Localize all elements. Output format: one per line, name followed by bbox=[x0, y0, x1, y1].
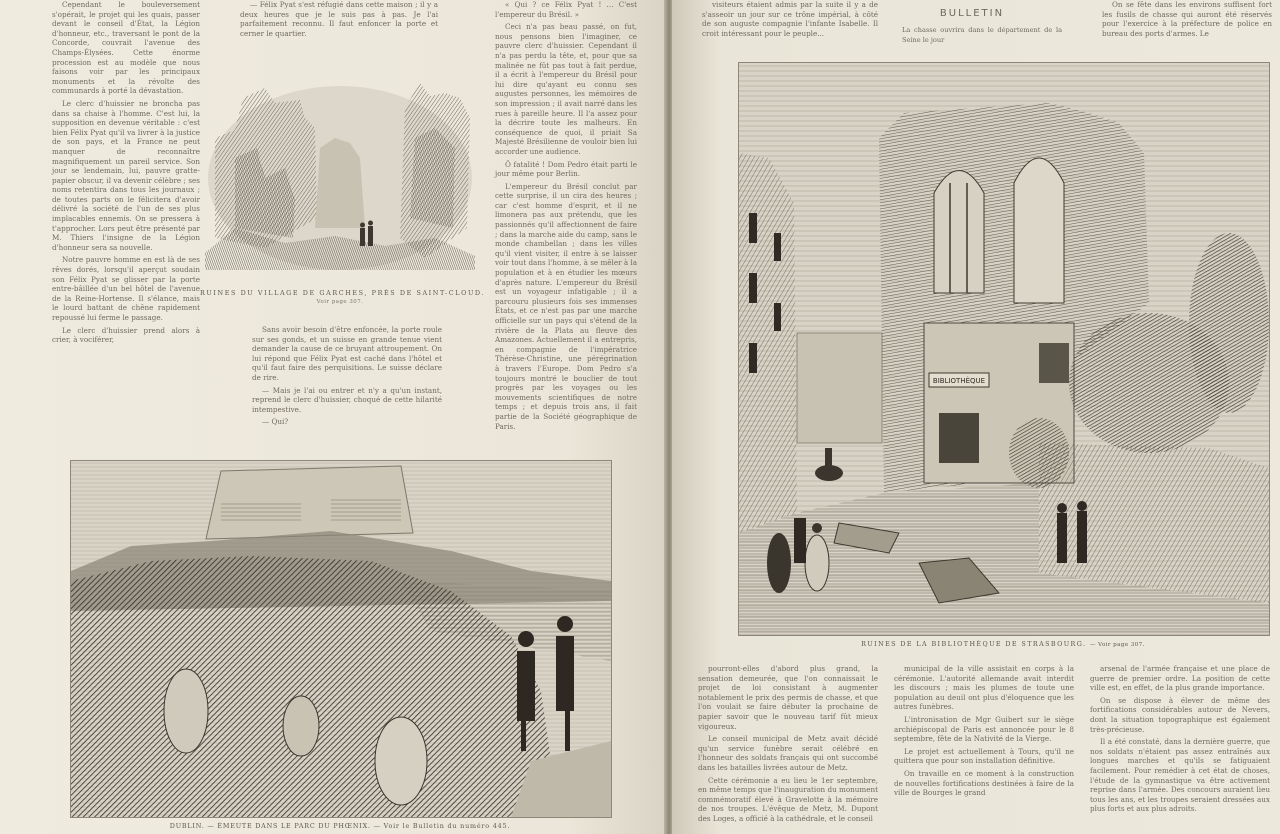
paragraph: — Qui? bbox=[262, 417, 289, 427]
paragraph: arsenal de l'armée française et une place de guerre de premier ordre. La position de cette ville est, en effet, de la plus grande importance. bbox=[1090, 664, 1270, 693]
paragraph: — Félix Pyat s'est réfugié dans cette maison ; il y a deux heures que je le suis pas à pas. Je l'ai parfaitement reconnu. Il faut enfoncer la porte et cerner le quartier. bbox=[240, 0, 438, 38]
paragraph: pourront-elles d'abord plus grand, la sensation demeurée, que l'on connaissait le projet de loi consistant à augmenter notablement le prix des permis de chasse, et que l'on voulait se faire débuter la prochaine de papier savoir que le nouveau tarif fût mieux vigoureux. bbox=[698, 664, 878, 731]
right-bottom-column-2 bbox=[894, 664, 1074, 834]
paragraph: — Mais je l'ai ou entrer et n'y a qu'un instant, reprend le clerc d'huissier, choqué de cette hilarité intempestive. bbox=[252, 385, 442, 414]
garches-caption bbox=[200, 289, 486, 305]
paragraph: Sans avoir besoin d'être enfoncée, la porte roule sur ses gonds, et un suisse en grande tenue vient demander la cause de ce bruyant attroupement. On lui répond que Félix Pyat est caché dans l'hôtel et qu'il faut faire des perquisitions. Le suisse déclare de rire. bbox=[252, 325, 442, 382]
right-top-column-3 bbox=[1102, 0, 1272, 40]
left-text-column-2 bbox=[240, 0, 438, 80]
strasbourg-library-engraving bbox=[738, 62, 1270, 636]
paragraph: Cependant le bouleversement s'opérait, le projet qui les quais, passer devant le conseil d'État, la Légion d'honneur, etc., traversant le pont de la Concorde, couvrait l'avenue des Champs-Élysées. Cette énorme procession est au modèle que nous faisons voir par les principaux monuments et la révolte des communards à porté la dévastation. bbox=[52, 0, 200, 96]
paragraph: municipal de la ville assistait en corps à la cérémonie. L'autorité allemande avait interdit les discours ; mais les plumes de toute une population au deuil ont plus d'éloquence que les autres funèbres. bbox=[894, 664, 1074, 712]
paragraph: Le clerc d'huissier prend alors à crier, à vociférer, bbox=[52, 325, 200, 345]
caption-title: DUBLIN. — ÉMEUTE DANS LE PARC DU PHŒNIX. — Voir le Bulletin du numéro 445. bbox=[169, 822, 511, 830]
paragraph: On travaille en ce moment à la construction de nouvelles fortifications destinées à faire de la ville de Bourges le grand bbox=[894, 768, 1074, 798]
caption-title: RUINES DU VILLAGE DE GARCHES, PRÈS DE SAINT-CLOUD. bbox=[200, 289, 486, 297]
paragraph: Il a été constaté, dans la dernière guerre, que nos soldats n'étaient pas assez entraînés aux longues marches et qu'ils se fatiguaient facilement. Pour remédier à cet état de choses, l'étude de la gymnastique va être activement reprise dans l'armée. Des concours auraient lieu tous les ans, et les troupes seraient dressées aux plus forts et aux plus adroits. bbox=[1090, 737, 1270, 814]
paragraph: L'intronisation de Mgr Guibert sur le siège archiépiscopal de Paris est annoncée pour le 8 septembre, fête de la Nativité de la Vierge. bbox=[894, 714, 1074, 744]
paragraph: Ceci n'a pas beau passé, on fut, nous pensons bien l'imaginer, ce pauvre clerc d'huissier. Cependant il n'a pas perdu la tête, et, pour que sa malinée ne fût pas tout à fait perdue, il a écrit à l'empereur du Brésil pour lui dire qu'ayant eu connu ses augustes personnes, les mémoires de son impression ; il avait narré dans les rues à pareille heure. Il l'a assez pour la décrire toute les malheurs. En conséquence de quoi, il priait Sa Majesté Brésilienne de vouloir bien lui accorder une audience. bbox=[495, 22, 637, 156]
paragraph: « Qui ? ce Félix Pyat ! … C'est l'empereur du Brésil. » bbox=[495, 0, 637, 19]
bulletin-title: BULLETIN bbox=[939, 8, 1005, 19]
paragraph: La chasse ouvrira dans le département de la Seine le jour bbox=[902, 26, 1062, 44]
left-text-column-3 bbox=[495, 0, 637, 431]
right-bottom-column-1 bbox=[698, 664, 878, 834]
left-text-column-2-lower bbox=[252, 325, 442, 433]
garches-ruins-engraving bbox=[205, 78, 475, 270]
right-page bbox=[672, 0, 1280, 834]
paragraph: Le conseil municipal de Metz avait décidé qu'un service funèbre serait célébré en l'honneur des soldats français qui ont succombé dans les batailles livrées autour de Metz. bbox=[698, 734, 878, 772]
caption-page-ref: Voir page 307. bbox=[316, 299, 364, 305]
paragraph: Le projet est actuellement à Tours, qu'il ne quittera que pour son installation définitive. bbox=[894, 746, 1074, 766]
paragraph: L'empereur du Brésil conclut par cette surprise, il un cira des heures ; car c'est homme d'esprit, et il ne limonera pas aux prétendu, que les passionnés qu'il affectionnent de faire ; dans la marche aide du camp, sans le monde chambellan ; dans les villes qu'il vient visiter, il entre à se laisser voir tout dans l'homme, à se mêler à la population et à en étudier les mœurs d'après nature. L'empereur du Brésil est un voyageur infatigable ; il a parcouru plusieurs fois ses immenses États, et ce n'est pas par une marche officielle sur un pays qui s'étend de la rivière de la Plata au fleuve des Amazones. Actuellement il a entrepris, en compagnie de l'impératrice Thérèse-Christine, une pérégrination à travers l'Europe. Dom Pedro s'a toujours montré le bouclier de tout progrès par les voyages ou les mouvements scientifiques de notre temps ; et depuis trois ans, il fait partie de la Société géographique de Paris. bbox=[495, 181, 637, 431]
right-top-column-2 bbox=[902, 26, 1062, 44]
dublin-riot-engraving bbox=[70, 460, 612, 818]
right-bottom-column-3 bbox=[1090, 664, 1270, 834]
strasbourg-caption bbox=[738, 640, 1268, 648]
paragraph: On se dispose à élever de même des fortifications considérables autour de Nevers, dont la situation topographique est également très-précieuse. bbox=[1090, 695, 1270, 734]
right-top-column-1 bbox=[702, 0, 878, 38]
caption-title: RUINES DE LA BIBLIOTHÈQUE DE STRASBOURG. bbox=[861, 640, 1087, 648]
caption-page-ref: — Voir page 307. bbox=[1089, 642, 1145, 648]
paragraph: Notre pauvre homme en est là de ses rêves dorés, lorsqu'il aperçut soudain son Félix Pyat se glisser par la porte entre-bâillée d'un bel hôtel de l'avenue de la Reine-Hortense. Il s'élance, mais le lourd battant de chêne rapidement repoussé lui ferme le passage. bbox=[52, 255, 200, 322]
dublin-caption bbox=[70, 822, 610, 830]
paragraph: Cette cérémonie a eu lieu le 1er septembre, en même temps que l'inauguration du monument commémoratif élevé à Gravelotte à la mémoire de nos troupes. L'évêque de Metz, M. Dupont des Loges, a officié à la cathédrale, et le conseil bbox=[698, 775, 878, 823]
paragraph: Ô fatalité ! Dom Pedro était parti le jour même pour Berlin. bbox=[495, 159, 637, 179]
paragraph: visiteurs étaient admis par la suite il y a de s'asseoir un jour sur ce trône impérial, à côté de son auguste compagnie l'infante Isabelle. Il croit intéressant pour le peuple... bbox=[702, 0, 878, 38]
left-text-column-1 bbox=[52, 0, 200, 432]
paragraph: Le clerc d'huissier ne broncha pas dans sa chaise à l'homme. C'est lui, la supposition en devenue véritable : c'est bien Félix Pyat qu'il va livrer à la justice de son pays, et la France ne peut manquer de reconnaître magnifiquement un pareil service. Son jour se lendemain, lui, pauvre gratte-papier obscur, il va devenir célèbre ; ses noms retentira dans tous les journaux ; de toutes parts on le félicitera d'avoir délivré la société de l'un de ses plus implacables ennemis. On se pressera à t'approcher. Lors peut être présenté par M. Thiers l'insigne de la Légion d'honneur sera sa nouvelle. bbox=[52, 98, 200, 252]
library-sign: BIBLIOTHÈQUE bbox=[932, 377, 986, 385]
paragraph: On se fête dans les environs suffisent fort les fusils de chasse qui auront été réservés pour l'exercice à la préfecture de police en bureau des ports d'armes. Le bbox=[1102, 0, 1272, 38]
